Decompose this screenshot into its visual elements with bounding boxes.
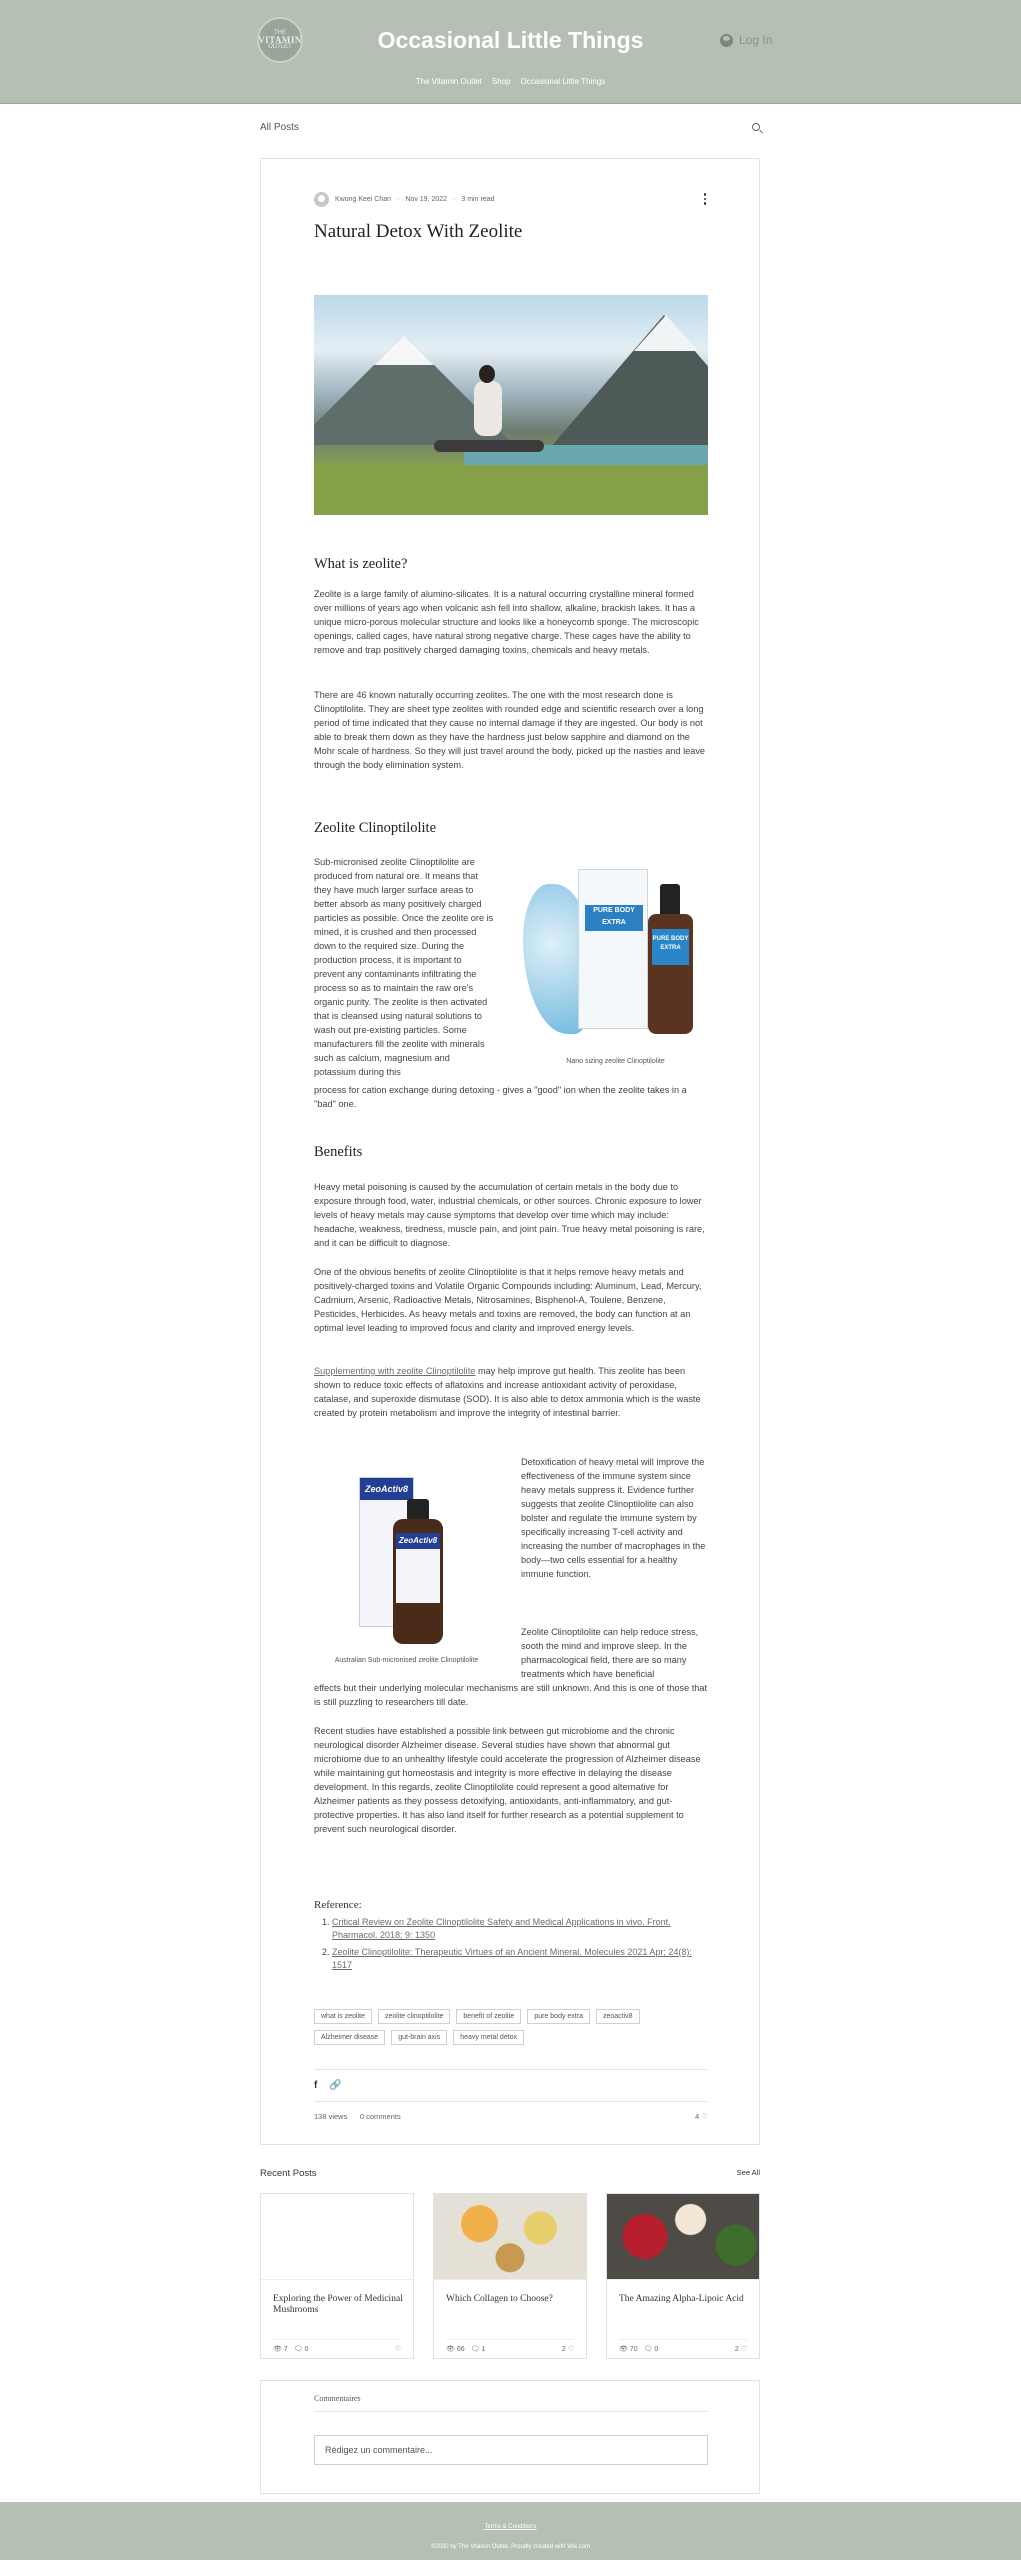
main-nav <box>0 77 1021 86</box>
comment-icon: 🗨 <box>470 2346 480 2353</box>
card-comments: 0 <box>654 2346 659 2353</box>
login-button[interactable] <box>720 33 772 47</box>
tag[interactable]: zeoactiv8 <box>596 2009 640 2024</box>
heart-icon: ♡ <box>394 2346 401 2353</box>
copyright-text: ©2020 by The Vitamin Outlet. Proudly created with Wix.com <box>430 2544 591 2550</box>
card-views: 66 <box>456 2346 465 2353</box>
card-views: 7 <box>283 2346 288 2353</box>
divider <box>314 2411 708 2412</box>
nav-item-occasional-little-things[interactable]: Occasional Little Things <box>520 77 606 86</box>
recent-post-card[interactable] <box>606 2193 760 2359</box>
card-like-button[interactable] <box>395 2345 401 2353</box>
login-label: Log In <box>739 33 773 47</box>
logo-text-top: THE <box>274 29 286 36</box>
paragraph: Heavy metal poisoning is caused by the accumulation of certain metals in the body due to exposure through food, water, industrial chemicals, or other sources. Chronic exposure to lower levels of heavy metals may cause symptoms that develop over time which may include: headache, weakness, tiredness, muscle pain, and joint pain. True heavy metal poisoning is rare, and it can be difficult to diagnose. <box>314 1182 705 1248</box>
card-stats-left <box>619 2345 658 2353</box>
author-name[interactable]: Kwong Keei Chan <box>335 196 392 203</box>
paragraph: Zeolite is a large family of alumino-silicates. It is a natural occurring crystalline mineral formed over millions of years ago when volcanic ash fell into shallow, alkaline, brackish lakes. It has a unique micro-porous molecular structure and looks like a honeycomb sponge. The microscopic openings, called cages, have natural strong negative charge. These cages have the ability to remove and trap positively charged damaging toxins, chemicals and heavy metals. <box>314 589 699 655</box>
more-options-icon[interactable] <box>704 193 707 205</box>
comments-section <box>260 2380 760 2494</box>
tag[interactable]: what is zeolite <box>314 2009 372 2024</box>
card-stats <box>273 2339 401 2353</box>
recent-posts-title: Recent Posts <box>260 2168 317 2179</box>
card-comments: 0 <box>304 2346 309 2353</box>
eye-icon: 👁 <box>446 2346 455 2353</box>
card-stats <box>446 2339 574 2353</box>
recent-posts-list <box>260 2193 760 2359</box>
author-avatar[interactable] <box>314 192 329 207</box>
comment-icon: 🗨 <box>293 2346 303 2353</box>
facebook-icon[interactable]: f <box>314 2080 318 2091</box>
comments-title: Commentaires <box>314 2394 361 2403</box>
product-image-pure-body-extra <box>523 864 708 1039</box>
heart-icon: ♡ <box>701 2112 708 2121</box>
paragraph: Recent studies have established a possible link between gut microbiome and the chronic neurological disorder Alzheimer disease. Several studies have shown that abnormal gut microbiome due to an unhealthy lifestyle could accelerate the progression of Alzheimer disease while maintaining gut homeostasis and integrity is more effective in delaying the disease development. In this regards, zeolite Clinoptilolite could represent a good alternative for Alzheimer patients as they possess detoxifying, antioxidants, anti-inflammatory, and gut-protective properties. It has also land itself for further research as a potential supplement to prevent such neurological disorder. <box>314 1726 701 1834</box>
card-like-button[interactable] <box>562 2345 574 2353</box>
card-title[interactable]: The Amazing Alpha-Lipoic Acid <box>619 2294 744 2304</box>
link-icon[interactable]: 🔗 <box>329 2080 342 2091</box>
nav-item-shop[interactable]: Shop <box>491 77 511 86</box>
comment-input[interactable]: Rédigez un commentaire... <box>314 2435 708 2465</box>
zeolite-supplement-link[interactable]: Supplementing with zeolite Clinoptilolite <box>314 1366 476 1376</box>
card-title[interactable]: Which Collagen to Choose? <box>446 2294 553 2304</box>
meta-separator: · <box>397 196 400 203</box>
nav-item-vitamin-outlet[interactable]: The Vitamin Outlet <box>415 77 482 86</box>
reference-link[interactable]: Critical Review on Zeolite Clinoptilolite Safety and Medical Applications in vivo. Front. Pharmacol. 2018; 9: 1350 <box>332 1917 671 1940</box>
see-all-link[interactable]: See All <box>736 2168 760 2177</box>
all-posts-link[interactable]: All Posts <box>260 121 299 133</box>
card-likes: 2 <box>734 2346 739 2353</box>
recent-post-card[interactable] <box>433 2193 587 2359</box>
logo-text-bottom: OUTLET <box>268 43 292 50</box>
paragraph: Detoxification of heavy metal will improve the effectiveness of the immune system since heavy metals suppress it. Evidence further suggests that zeolite Clinoptilolite can also bolster and regulate the immune system by specifically increasing T-cell activity and increasing the number of macrophages in the body—two cells essential for a healthy immune function. <box>521 1457 706 1579</box>
card-likes: 2 <box>561 2346 566 2353</box>
post-stats <box>314 2101 708 2121</box>
image-caption: Nano sizing zeolite Clinoptilolite <box>566 1058 665 1065</box>
post-thumbnail[interactable] <box>261 2194 413 2280</box>
section-title-benefits: Benefits <box>314 1144 363 1160</box>
paragraph: effects but their underlying molecular mechanisms are still unknown. And this is one of those that is still puzzling to researchers till date. <box>314 1683 708 1707</box>
recent-post-card[interactable] <box>260 2193 414 2359</box>
paragraph-text: may help improve gut health. This zeolite has been shown to reduce toxic effects of aflatoxins and increase antioxidant activity of peroxidase, catalase, and superoxide dismutase (SOD). It is also able to detox ammonia which is the waste created by protein metabolism and improve the integrity of intestinal barrier. <box>314 1366 701 1418</box>
card-comments: 1 <box>481 2346 486 2353</box>
paragraph: There are 46 known naturally occurring zeolites. The one with the most research done is Clinoptilolite. They are sheet type zeolites with rounded edge and scientific research over a long period of time indicated that they cause no internal damage if they are ingested. Our body is not able to break them down as they have the hardness just below sapphire and diamond on the Mohr scale of hardness. So they will just travel around the body, picked up the nasties and leave through the body elimination system. <box>314 690 706 770</box>
product-image-zeoactiv8 <box>341 1469 501 1649</box>
tag[interactable]: zeolite clinoptilolite <box>378 2009 450 2024</box>
paragraph: One of the obvious benefits of zeolite Clinoptilolite is that it helps remove heavy metals and positively-charged toxins and Volatile Organic Compounds including: Aluminum, Lead, Mercury, Cadmium, Arsenic, Radioactive Metals, Nitrosamines, Bisphenol-A, Toulene, Benzene, Pesticides, Herbicides. As heavy metals and toxins are removed, the body can function at an optimal level leading to improved focus and clarity and improved energy levels. <box>314 1267 702 1333</box>
box-brand: ZeoActiv8 <box>360 1478 413 1500</box>
like-button[interactable] <box>695 2112 708 2121</box>
tag-list <box>314 2009 708 2045</box>
image-caption: Australian Sub-micronised zeolite Clinoptilolite <box>334 1657 479 1664</box>
post-title: Natural Detox With Zeolite <box>314 221 523 242</box>
search-icon[interactable] <box>752 123 760 131</box>
likes-count: 4 <box>695 2112 700 2121</box>
post-thumbnail[interactable] <box>607 2194 759 2280</box>
heart-icon: ♡ <box>567 2346 574 2353</box>
site-title: Occasional Little Things <box>377 27 644 53</box>
card-like-button[interactable] <box>735 2345 747 2353</box>
terms-link[interactable]: Terms & Conditions <box>484 2524 537 2530</box>
post-date: Nov 19, 2022 <box>405 196 448 203</box>
bottle-label: PURE BODY EXTRA <box>652 929 689 965</box>
card-stats-left <box>446 2345 485 2353</box>
reference-link[interactable]: Zeolite Clinoptilolite: Therapeutic Virtues of an Ancient Mineral. Molecules 2021 Apr; 24(8): 1517 <box>332 1947 692 1970</box>
share-bar <box>314 2069 708 2091</box>
comments-count[interactable]: 0 comments <box>359 2112 401 2121</box>
card-stats-left <box>273 2345 308 2353</box>
post-thumbnail[interactable] <box>434 2194 586 2280</box>
tag[interactable]: pure body extra <box>527 2009 590 2024</box>
site-footer <box>0 2502 1021 2560</box>
meta-separator: · <box>453 196 456 203</box>
paragraph: Zeolite Clinoptilolite can help reduce stress, sooth the mind and improve sleep. In the pharmacological field, there are so many treatments which have beneficial <box>521 1627 699 1679</box>
heart-icon: ♡ <box>740 2346 747 2353</box>
eye-icon: 👁 <box>273 2346 282 2353</box>
hero-image <box>314 295 708 515</box>
views-count: 138 views <box>314 2112 348 2121</box>
paragraph: Sub-micronised zeolite Clinoptilolite are produced from natural ore. It means that they have much larger surface areas to better absorb as many positively charged particles as possible. Once the zeolite ore is mined, it is crushed and then processed down to the required size. During the production process, it is important to prevent any contaminants infiltrating the process so as to maintain the raw ore's organic purity. The zeolite is then activated that is cleansed using natural solutions to wash out pre-existing particles. Some manufacturers fill the zeolite with minerals such as calcium, magnesium and potassium during this <box>314 857 494 1077</box>
eye-icon: 👁 <box>619 2346 628 2353</box>
paragraph: process for cation exchange during detoxing - gives a "good" ion when the zeolite takes in a "bad" one. <box>314 1085 687 1109</box>
stats-left <box>314 2112 401 2121</box>
comment-icon: 🗨 <box>643 2346 653 2353</box>
card-title[interactable]: Exploring the Power of Medicinal Mushrooms <box>273 2294 403 2315</box>
paragraph <box>314 1364 708 1420</box>
site-header <box>0 0 1021 104</box>
reference-list <box>314 1899 708 1976</box>
bottle-brand: ZeoActiv8 <box>396 1533 440 1549</box>
tag[interactable]: Alzheimer disease <box>314 2030 385 2045</box>
user-icon <box>720 34 733 47</box>
product-box-label: PURE BODY EXTRA <box>585 905 643 931</box>
blog-post <box>260 158 760 2145</box>
section-title-zeolite-clinoptilolite: Zeolite Clinoptilolite <box>314 820 437 836</box>
section-title-what-is-zeolite: What is zeolite? <box>314 556 408 572</box>
tag[interactable]: benefit of zeolite <box>456 2009 521 2024</box>
reference-title: Reference: <box>314 1899 362 1911</box>
recent-posts-header <box>260 2168 760 2179</box>
blog-bar <box>260 120 760 134</box>
tag[interactable]: heavy metal detox <box>453 2030 524 2045</box>
card-stats <box>619 2339 747 2353</box>
tag[interactable]: gut-brain axis <box>391 2030 447 2045</box>
logo-text-main: VITAMIN <box>258 34 302 45</box>
card-views: 70 <box>629 2346 638 2353</box>
read-time: 3 min read <box>461 196 495 203</box>
post-meta <box>314 192 494 207</box>
